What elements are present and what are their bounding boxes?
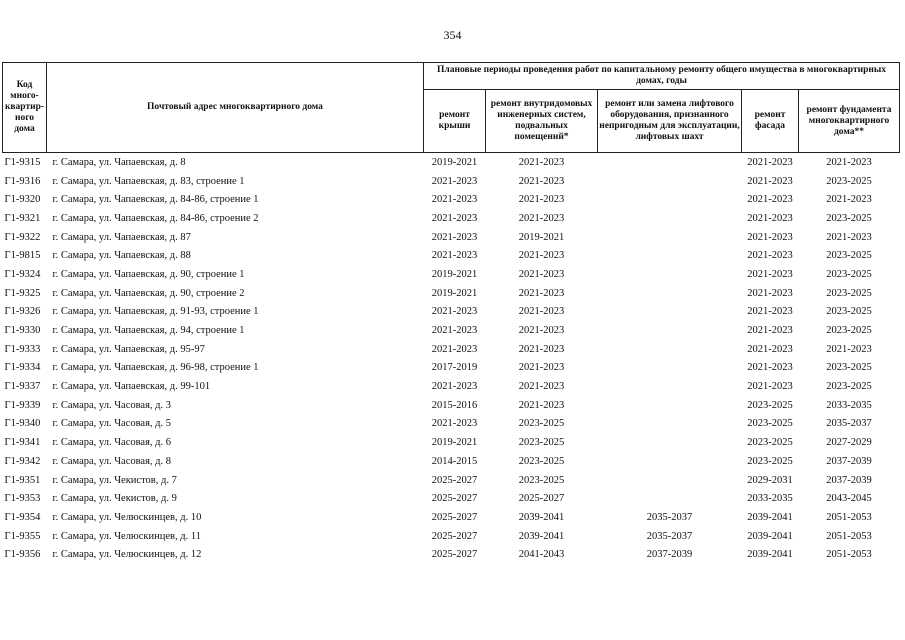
cell-elevator (598, 396, 742, 415)
cell-engineering: 2023-2025 (518, 437, 565, 449)
cell-elevator (598, 471, 742, 490)
cell-address: г. Самара, ул. Чапаевская, д. 99-101 (52, 381, 211, 393)
cell-engineering: 2021-2023 (518, 381, 565, 393)
cell-elevator (598, 415, 742, 434)
cell-roof: 2019-2021 (431, 437, 478, 449)
capital-repair-table (2, 62, 900, 564)
header-engineering: ремонт внутридомовых инженерных систем, подвальных помещений* (486, 90, 598, 153)
cell-code: Г1-9324 (4, 268, 41, 280)
cell-elevator (598, 489, 742, 508)
cell-address: г. Самара, ул. Часовая, д. 5 (52, 418, 172, 430)
cell-foundation: 2021-2023 (826, 156, 872, 168)
cell-facade: 2021-2023 (747, 175, 793, 187)
header-address: Почтовый адрес многоквартирного дома (47, 63, 424, 153)
cell-foundation: 2023-2025 (826, 362, 872, 374)
cell-address: г. Самара, ул. Чапаевская, д. 83, строение 1 (52, 175, 245, 187)
cell-elevator (598, 359, 742, 378)
cell-address: г. Самара, ул. Челюскинцев, д. 10 (52, 511, 202, 523)
cell-roof: 2021-2023 (431, 175, 478, 187)
table-row (3, 452, 900, 471)
cell-roof: 2025-2027 (431, 474, 478, 486)
cell-code: Г1-9326 (4, 306, 41, 318)
table-row (3, 545, 900, 564)
cell-roof: 2019-2021 (431, 156, 478, 168)
cell-address: г. Самара, ул. Чапаевская, д. 94, строение 1 (52, 325, 245, 337)
cell-code: Г1-9334 (4, 362, 41, 374)
cell-address: г. Самара, ул. Часовая, д. 6 (52, 437, 172, 449)
cell-elevator (598, 190, 742, 209)
header-facade: ремонт фасада (742, 90, 799, 153)
cell-foundation: 2023-2025 (826, 175, 872, 187)
cell-roof: 2025-2027 (431, 530, 478, 542)
cell-foundation: 2051-2053 (826, 511, 872, 523)
cell-elevator (598, 284, 742, 303)
cell-engineering: 2041-2043 (518, 549, 565, 561)
cell-roof: 2025-2027 (431, 493, 478, 505)
cell-facade: 2021-2023 (747, 250, 793, 262)
cell-foundation: 2023-2025 (826, 268, 872, 280)
table-row (3, 265, 900, 284)
cell-roof: 2017-2019 (431, 362, 478, 374)
cell-code: Г1-9337 (4, 381, 41, 393)
cell-code: Г1-9322 (4, 231, 41, 243)
cell-code: Г1-9340 (4, 418, 41, 430)
cell-foundation: 2051-2053 (826, 549, 872, 561)
cell-foundation: 2037-2039 (826, 455, 872, 467)
cell-code: Г1-9325 (4, 287, 41, 299)
cell-code: Г1-9356 (4, 549, 41, 561)
cell-roof: 2025-2027 (431, 549, 478, 561)
cell-elevator (598, 321, 742, 340)
cell-elevator (598, 172, 742, 191)
cell-code: Г1-9342 (4, 455, 41, 467)
cell-engineering: 2021-2023 (518, 250, 565, 262)
cell-address: г. Самара, ул. Чапаевская, д. 96-98, строение 1 (52, 362, 259, 374)
cell-address: г. Самара, ул. Чапаевская, д. 88 (52, 250, 191, 262)
cell-code: Г1-9341 (4, 437, 41, 449)
cell-elevator: 2035-2037 (646, 511, 693, 523)
cell-foundation: 2021-2023 (826, 343, 872, 355)
cell-address: г. Самара, ул. Чапаевская, д. 84-86, строение 1 (52, 194, 259, 206)
cell-code: Г1-9315 (4, 156, 41, 168)
cell-facade: 2023-2025 (747, 399, 793, 411)
cell-address: г. Самара, ул. Чекистов, д. 9 (52, 493, 177, 505)
cell-foundation: 2023-2025 (826, 325, 872, 337)
cell-engineering: 2021-2023 (518, 362, 565, 374)
cell-address: г. Самара, ул. Часовая, д. 8 (52, 455, 172, 467)
cell-facade: 2033-2035 (747, 493, 793, 505)
cell-address: г. Самара, ул. Чапаевская, д. 90, строение 2 (52, 287, 245, 299)
table-row (3, 527, 900, 546)
cell-code: Г1-9330 (4, 325, 41, 337)
cell-roof: 2019-2021 (431, 268, 478, 280)
cell-engineering: 2021-2023 (518, 212, 565, 224)
cell-foundation: 2023-2025 (826, 381, 872, 393)
cell-elevator (598, 228, 742, 247)
cell-elevator (598, 246, 742, 265)
cell-facade: 2021-2023 (747, 362, 793, 374)
cell-foundation: 2023-2025 (826, 250, 872, 262)
cell-roof: 2021-2023 (431, 250, 478, 262)
cell-elevator (598, 209, 742, 228)
cell-code: Г1-9333 (4, 343, 41, 355)
cell-roof: 2014-2015 (431, 455, 478, 467)
cell-code: Г1-9320 (4, 194, 41, 206)
table-row (3, 396, 900, 415)
cell-engineering: 2021-2023 (518, 306, 565, 318)
cell-engineering: 2021-2023 (518, 399, 565, 411)
cell-foundation: 2037-2039 (826, 474, 872, 486)
cell-facade: 2021-2023 (747, 231, 793, 243)
cell-engineering: 2039-2041 (518, 511, 565, 523)
table-row (3, 303, 900, 322)
table-row (3, 172, 900, 191)
cell-elevator (598, 303, 742, 322)
cell-foundation: 2023-2025 (826, 306, 872, 318)
cell-elevator (598, 340, 742, 359)
cell-address: г. Самара, ул. Чапаевская, д. 87 (52, 231, 191, 243)
cell-facade: 2021-2023 (747, 156, 793, 168)
table-row (3, 359, 900, 378)
table-row (3, 340, 900, 359)
cell-roof: 2021-2023 (431, 381, 478, 393)
cell-address: г. Самара, ул. Чекистов, д. 7 (52, 474, 177, 486)
cell-roof: 2019-2021 (431, 287, 478, 299)
header-roof: ремонт крыши (424, 90, 486, 153)
cell-address: г. Самара, ул. Чапаевская, д. 8 (52, 156, 186, 168)
table-row (3, 228, 900, 247)
table-row (3, 508, 900, 527)
cell-engineering: 2021-2023 (518, 194, 565, 206)
cell-engineering: 2023-2025 (518, 474, 565, 486)
cell-address: г. Самара, ул. Чапаевская, д. 84-86, строение 2 (52, 212, 259, 224)
cell-facade: 2021-2023 (747, 287, 793, 299)
table-row (3, 284, 900, 303)
cell-code: Г1-9354 (4, 511, 41, 523)
table-row (3, 433, 900, 452)
cell-elevator: 2037-2039 (646, 549, 693, 561)
table-header (3, 63, 900, 153)
cell-facade: 2023-2025 (747, 437, 793, 449)
header-periods-group: Плановые периоды проведения работ по капитальному ремонту общего имущества в многоквартирных домах, годы (424, 63, 900, 90)
cell-facade: 2021-2023 (747, 343, 793, 355)
cell-foundation: 2051-2053 (826, 530, 872, 542)
cell-facade: 2039-2041 (747, 549, 793, 561)
cell-engineering: 2021-2023 (518, 156, 565, 168)
cell-code: Г1-9316 (4, 175, 41, 187)
cell-facade: 2029-2031 (747, 474, 793, 486)
cell-roof: 2015-2016 (431, 399, 478, 411)
cell-address: г. Самара, ул. Челюскинцев, д. 12 (52, 549, 202, 561)
table-body (3, 153, 900, 565)
table-row (3, 377, 900, 396)
table-row (3, 321, 900, 340)
header-foundation: ремонт фундамента многоквартирного дома** (799, 90, 900, 153)
page-number: 354 (443, 28, 462, 42)
cell-elevator: 2035-2037 (646, 530, 693, 542)
cell-foundation: 2033-2035 (826, 399, 872, 411)
table-row (3, 246, 900, 265)
cell-foundation: 2043-2045 (826, 493, 872, 505)
cell-foundation: 2023-2025 (826, 287, 872, 299)
cell-facade: 2021-2023 (747, 381, 793, 393)
cell-roof: 2021-2023 (431, 212, 478, 224)
table-row (3, 209, 900, 228)
cell-roof: 2021-2023 (431, 231, 478, 243)
cell-engineering: 2021-2023 (518, 175, 565, 187)
cell-roof: 2021-2023 (431, 418, 478, 430)
cell-roof: 2021-2023 (431, 343, 478, 355)
header-elevator: ремонт или замена лифтового оборудования, признанного непригодным для эксплуатации, лифтовых шахт (598, 90, 742, 153)
table-row (3, 190, 900, 209)
cell-engineering: 2021-2023 (518, 268, 565, 280)
cell-facade: 2021-2023 (747, 268, 793, 280)
cell-address: г. Самара, ул. Чапаевская, д. 90, строение 1 (52, 268, 245, 280)
cell-address: г. Самара, ул. Чапаевская, д. 91-93, строение 1 (52, 306, 259, 318)
cell-elevator (598, 433, 742, 452)
cell-roof: 2021-2023 (431, 325, 478, 337)
table-row (3, 471, 900, 490)
cell-engineering: 2023-2025 (518, 418, 565, 430)
cell-address: г. Самара, ул. Часовая, д. 3 (52, 399, 172, 411)
cell-facade: 2039-2041 (747, 511, 793, 523)
cell-facade: 2039-2041 (747, 530, 793, 542)
cell-elevator (598, 452, 742, 471)
cell-facade: 2021-2023 (747, 325, 793, 337)
cell-foundation: 2021-2023 (826, 194, 872, 206)
cell-code: Г1-9351 (4, 474, 41, 486)
cell-engineering: 2021-2023 (518, 343, 565, 355)
cell-engineering: 2039-2041 (518, 530, 565, 542)
cell-code: Г1-9321 (4, 212, 41, 224)
cell-engineering: 2019-2021 (518, 231, 565, 243)
cell-code: Г1-9339 (4, 399, 41, 411)
cell-engineering: 2025-2027 (518, 493, 565, 505)
cell-facade: 2021-2023 (747, 306, 793, 318)
cell-engineering: 2021-2023 (518, 287, 565, 299)
cell-address: г. Самара, ул. Чапаевская, д. 95-97 (52, 343, 205, 355)
cell-code: Г1-9355 (4, 530, 41, 542)
cell-foundation: 2027-2029 (826, 437, 872, 449)
cell-roof: 2021-2023 (431, 306, 478, 318)
table-row (3, 489, 900, 508)
cell-elevator (598, 377, 742, 396)
cell-facade: 2023-2025 (747, 418, 793, 430)
cell-foundation: 2035-2037 (826, 418, 872, 430)
cell-elevator (598, 265, 742, 284)
cell-facade: 2021-2023 (747, 212, 793, 224)
cell-foundation: 2021-2023 (826, 231, 872, 243)
cell-code: Г1-9353 (4, 493, 41, 505)
cell-code: Г1-9815 (4, 250, 41, 262)
cell-facade: 2021-2023 (747, 194, 793, 206)
cell-foundation: 2023-2025 (826, 212, 872, 224)
cell-address: г. Самара, ул. Челюскинцев, д. 11 (52, 530, 201, 542)
cell-roof: 2021-2023 (431, 194, 478, 206)
header-code: Код много-квартир-ного дома (3, 63, 47, 153)
table-row (3, 415, 900, 434)
cell-roof: 2025-2027 (431, 511, 478, 523)
cell-facade: 2023-2025 (747, 455, 793, 467)
cell-engineering: 2021-2023 (518, 325, 565, 337)
cell-engineering: 2023-2025 (518, 455, 565, 467)
table-row (3, 153, 900, 172)
cell-elevator (598, 153, 742, 172)
